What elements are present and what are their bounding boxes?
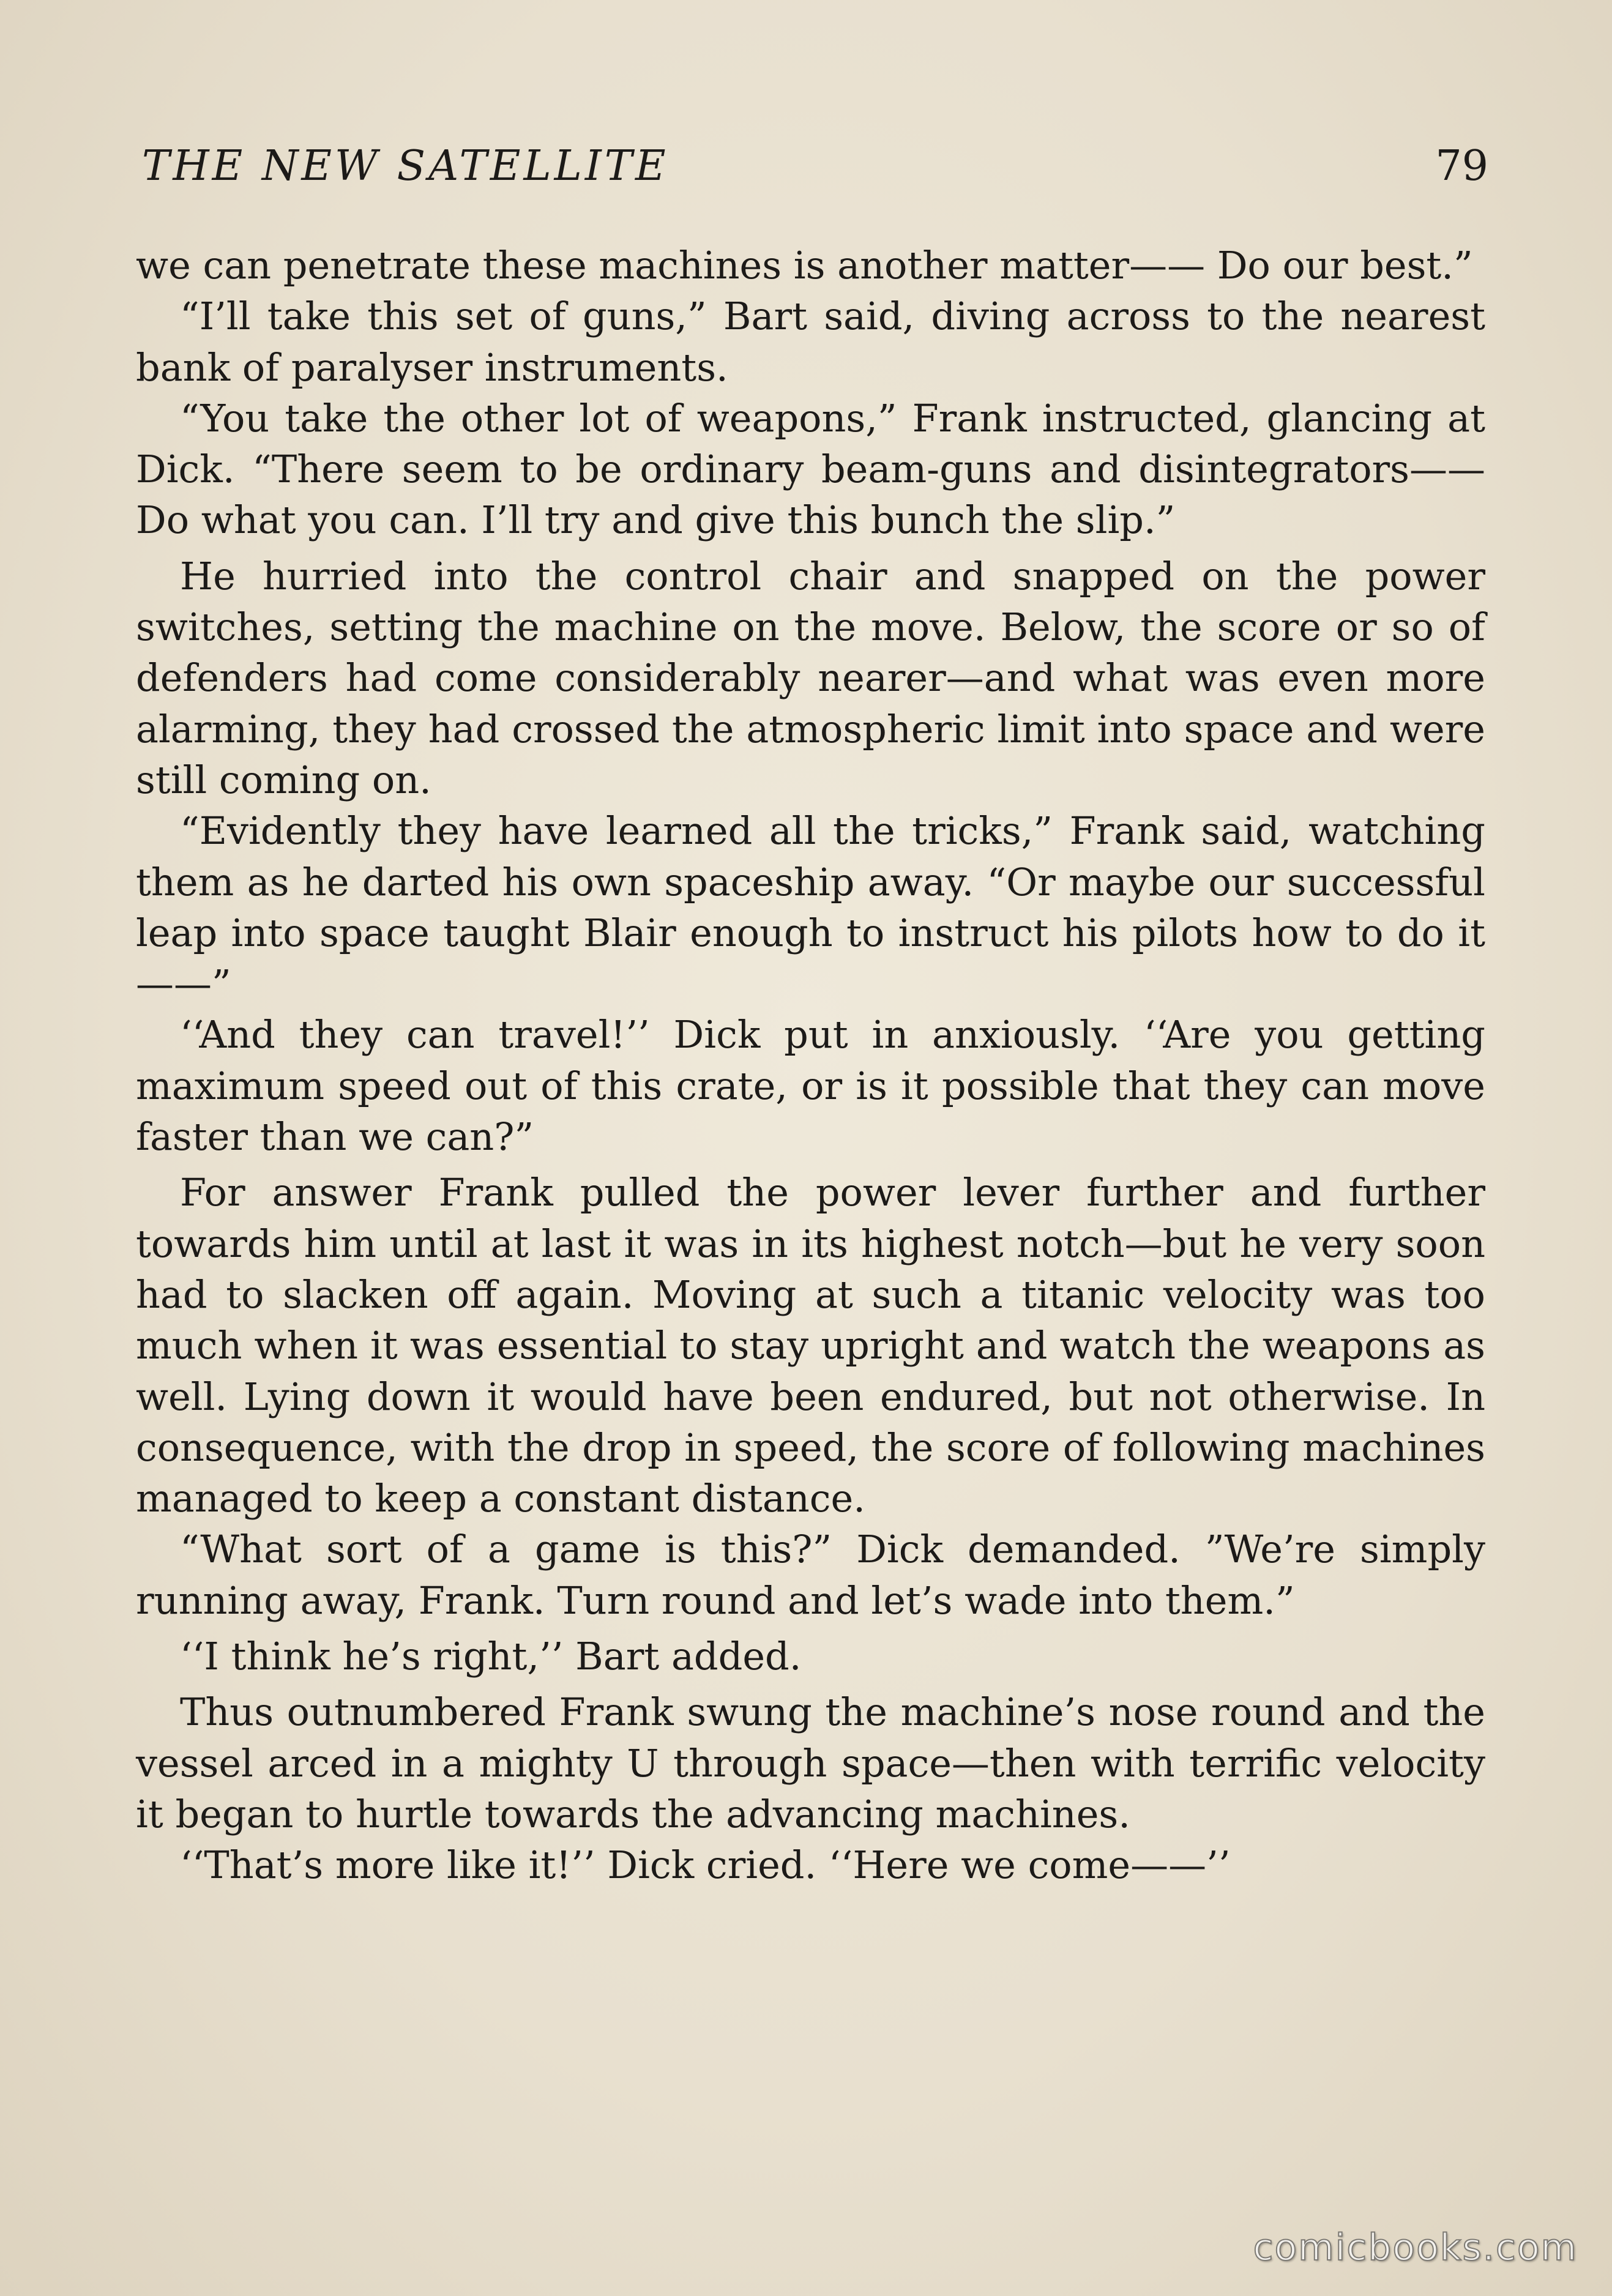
paragraph: “What sort of a game is this?” Dick demanded. ”We’re simply running away, Frank. Turn round and let’s wade into them.” <box>136 1527 1485 1623</box>
paragraph: “I’ll take this set of guns,” Bart said, diving across to the nearest bank of paralyser instruments. <box>136 294 1485 390</box>
paragraph: ‘‘And they can travel!’’ Dick put in anxiously. ‘‘Are you getting maximum speed out of this crate, or is it possible that they can move faster than we can?” <box>136 1012 1485 1160</box>
paragraph: Thus outnumbered Frank swung the machine’s nose round and the vessel arced in a mighty U through space—then with terrific velocity it began to hurtle towards the advancing machines. <box>136 1690 1485 1836</box>
watermark: comicbooks.com <box>1253 2226 1578 2269</box>
page-number: 79 <box>1435 142 1488 190</box>
paragraph: “Evidently they have learned all the tricks,” Frank said, watching them as he darted his own spaceship away. “Or maybe our successful leap into space taught Blair enough to instruct his pilots how to do it——” <box>136 808 1485 1007</box>
body-text <box>136 240 1485 1891</box>
paragraph: ‘‘That’s more like it!’’ Dick cried. ‘‘Here we come——’’ <box>180 1843 1231 1888</box>
paragraph: For answer Frank pulled the power lever further and further towards him until at last it was in its highest notch—but he very soon had to slacken off again. Moving at such a titanic velocity was too much when it was essential to stay upright and watch the weapons as well. Lying down it would have been endured, but not otherwise. In consequence, with the drop in speed, the score of following machines managed to keep a constant distance. <box>136 1170 1485 1521</box>
running-title: THE NEW SATELLITE <box>142 142 669 190</box>
running-head <box>142 136 1488 197</box>
paragraph: ‘‘I think he’s right,’’ Bart added. <box>180 1634 802 1679</box>
paragraph: “You take the other lot of weapons,” Frank instructed, glancing at Dick. “There seem to be ordinary beam-guns and disintegrators—— Do what you can. I’ll try and give this bunch the slip.” <box>136 395 1485 543</box>
paragraph: He hurried into the control chair and snapped on the power switches, setting the machine on the move. Below, the score or so of defenders had come considerably nearer—and what was even more alarming, they had crossed the atmospheric limit into space and were still coming on. <box>136 553 1485 802</box>
paragraph: we can penetrate these machines is another matter—— Do our best.” <box>136 243 1473 288</box>
